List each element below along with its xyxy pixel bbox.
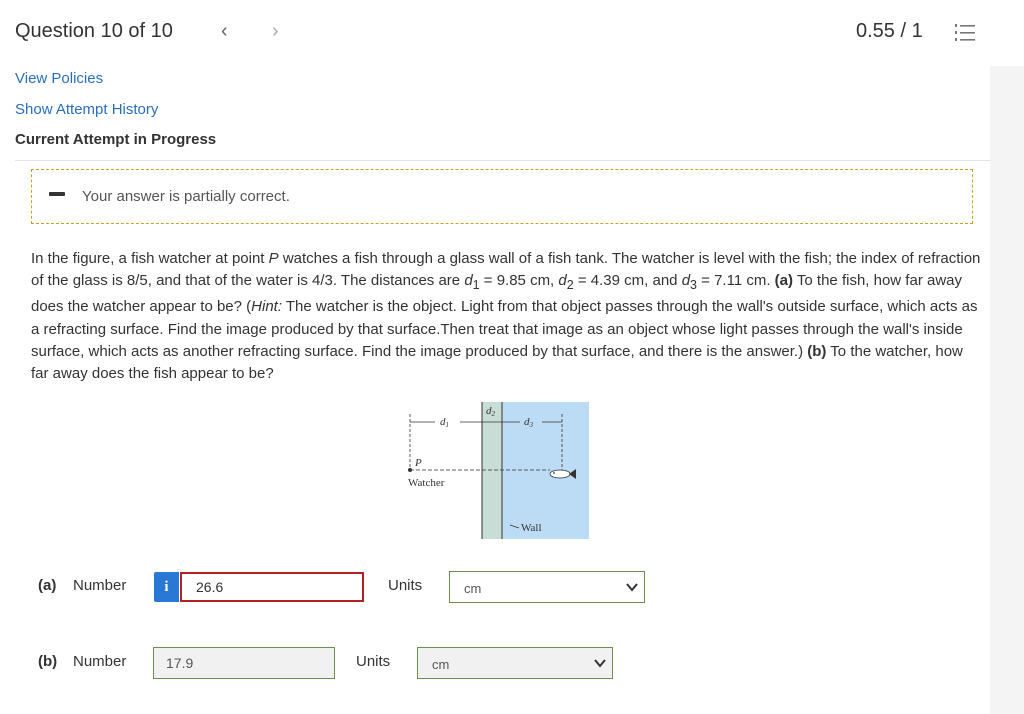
question-panel <box>0 66 990 714</box>
units-b-select[interactable] <box>417 647 613 679</box>
figure-d1-label: d1 <box>440 416 449 429</box>
problem-text: In the figure, a fish watcher at point P watches a fish through a glass wall of a fish tank. The watcher is level with the fish; the index of refraction of the glass is 8/5, and that of the water is 4/3. The distances are $d_1 = 9.85$ cm, $d_2 = 4.39$ cm, and $d_3 = 7.11$ cm. (a) To the fish, how far away does the watcher appear to be? (Hint: The watcher is the object. Light from that object passes through the wall's outside surface, which acts as a refracting surface. Find the image produced by that surface.Then treat that image as an object whose light passes through the wall's inside surface, which acts as another refracting surface. Find the image produced by that surface, and there is the answer.) (b) To the watcher, how far away does the fish appear to be? <box>31 250 981 383</box>
figure-d3-label: d3 <box>524 416 533 429</box>
part-a-units-label: Units <box>388 577 423 594</box>
point-p-marker <box>408 468 412 472</box>
question-counter: Question 10 of 10 <box>15 20 173 42</box>
chevron-right-icon[interactable]: › <box>272 20 279 42</box>
current-attempt-heading: Current Attempt in Progress <box>15 131 217 148</box>
figure-point-label: P <box>415 457 422 469</box>
part-b-label: (b) <box>38 653 58 670</box>
divider <box>15 160 990 161</box>
glass-wall <box>482 402 502 539</box>
figure-wall-label: Wall <box>521 522 542 534</box>
figure-d2-label: d2 <box>486 405 495 418</box>
info-icon[interactable]: i <box>154 572 179 602</box>
answer-a-input[interactable]: 26.6 <box>180 572 364 602</box>
top-bar <box>0 0 1024 66</box>
feedback-text: Your answer is partially correct. <box>82 188 290 205</box>
part-a-label: (a) <box>38 577 57 594</box>
chevron-down-icon <box>594 658 606 668</box>
units-a-value: cm <box>464 581 482 596</box>
partial-correct-icon <box>49 192 65 196</box>
score-display: 0.55 / 1 <box>856 20 923 42</box>
numbered-list-icon[interactable] <box>954 22 976 44</box>
answer-b-input[interactable]: 17.9 <box>153 647 335 679</box>
part-a-number-label: Number <box>73 577 127 594</box>
chevron-left-icon[interactable]: ‹ <box>221 20 228 42</box>
part-b-number-label: Number <box>73 653 127 670</box>
feedback-box <box>31 169 973 224</box>
units-b-value: cm <box>432 657 450 672</box>
units-a-select[interactable] <box>449 571 645 603</box>
figure-watcher-label: Watcher <box>408 477 445 489</box>
part-b-units-label: Units <box>356 653 391 670</box>
fish-tank-figure <box>402 400 590 540</box>
attempt-history-link[interactable]: Show Attempt History <box>15 101 159 118</box>
chevron-down-icon <box>626 582 638 592</box>
view-policies-link[interactable]: View Policies <box>15 70 104 87</box>
